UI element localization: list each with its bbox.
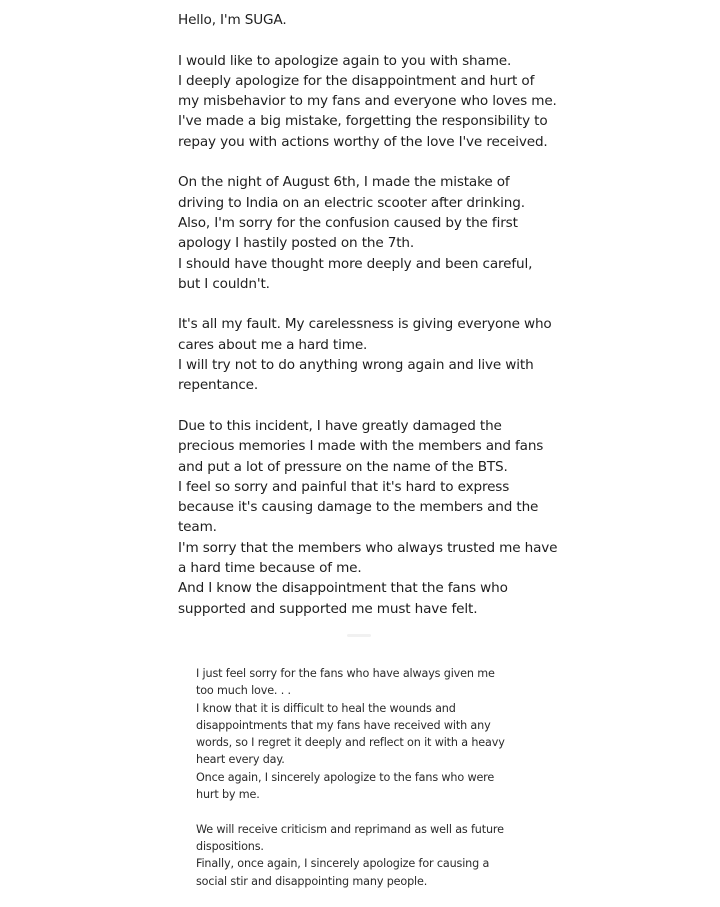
text-line: repentance. bbox=[178, 377, 259, 394]
greeting-line: Hello, I'm SUGA. bbox=[178, 12, 287, 28]
text-line: On the night of August 6th, I made the mistake of bbox=[178, 174, 510, 191]
text-line: I should have thought more deeply and been careful, bbox=[178, 255, 533, 272]
text-line: I just feel sorry for the fans who have always given me bbox=[196, 667, 495, 680]
apology-letter-upper bbox=[178, 10, 558, 639]
text-line: repay you with actions worthy of the love I've received. bbox=[178, 133, 548, 150]
paragraph-fans bbox=[196, 665, 526, 803]
text-line: I'm sorry that the members who always trusted me have bbox=[178, 539, 558, 556]
text-line: apology I hastily posted on the 7th. bbox=[178, 235, 415, 252]
text-line: supported and supported me must have felt. bbox=[178, 600, 478, 617]
text-line: disappointments that my fans have received with any bbox=[196, 718, 491, 732]
paragraph-closing bbox=[196, 821, 526, 890]
text-line: I feel so sorry and painful that it's hard to express bbox=[178, 478, 510, 495]
text-line: We will receive criticism and reprimand as well as future bbox=[196, 822, 504, 836]
text-line: heart every day. bbox=[196, 753, 285, 767]
paragraph-apology-intro bbox=[178, 51, 558, 152]
text-line: I deeply apologize for the disappointment and hurt of bbox=[178, 72, 535, 89]
text-line: I've made a big mistake, forgetting the responsibility to bbox=[178, 113, 548, 130]
paragraph-members bbox=[178, 416, 558, 619]
page-separator-mark bbox=[347, 634, 371, 637]
text-line: cares about me a hard time. bbox=[178, 336, 368, 353]
text-line: Finally, once again, I sincerely apologize for causing a bbox=[196, 857, 490, 871]
text-line: social stir and disappointing many people. bbox=[196, 874, 428, 888]
text-line: driving to India on an electric scooter after drinking. bbox=[178, 194, 525, 211]
text-line: and put a lot of pressure on the name of the BTS. bbox=[178, 458, 508, 475]
text-line: a hard time because of me. bbox=[178, 560, 362, 577]
text-line: precious memories I made with the members and fans bbox=[178, 438, 544, 455]
text-line: Due to this incident, I have greatly damaged the bbox=[178, 417, 502, 434]
text-line: hurt by me. bbox=[196, 788, 260, 802]
text-line: Once again, I sincerely apologize to the fans who were bbox=[196, 770, 495, 784]
text-line: I would like to apologize again to you with shame. bbox=[178, 52, 512, 69]
greeting bbox=[178, 10, 558, 30]
text-line: too much love. . . bbox=[196, 684, 291, 698]
text-line: dispositions. bbox=[196, 839, 264, 853]
text-line: I will try not to do anything wrong again and live with bbox=[178, 357, 534, 374]
text-line: team. bbox=[178, 519, 217, 536]
text-line: I know that it is difficult to heal the wounds and bbox=[196, 701, 456, 715]
text-line: Also, I'm sorry for the confusion caused by the first bbox=[178, 214, 518, 231]
paragraph-fault bbox=[178, 314, 558, 395]
text-line: my misbehavior to my fans and everyone who loves me. bbox=[178, 93, 557, 110]
text-line: words, so I regret it deeply and reflect on it with a heavy bbox=[196, 736, 505, 750]
paragraph-incident bbox=[178, 172, 558, 294]
text-line: because it's causing damage to the members and the bbox=[178, 499, 539, 516]
apology-letter-lower bbox=[196, 665, 526, 907]
text-line: but I couldn't. bbox=[178, 275, 270, 292]
text-line: And I know the disappointment that the fans who bbox=[178, 580, 508, 597]
text-line: It's all my fault. My carelessness is giving everyone who bbox=[178, 316, 552, 333]
